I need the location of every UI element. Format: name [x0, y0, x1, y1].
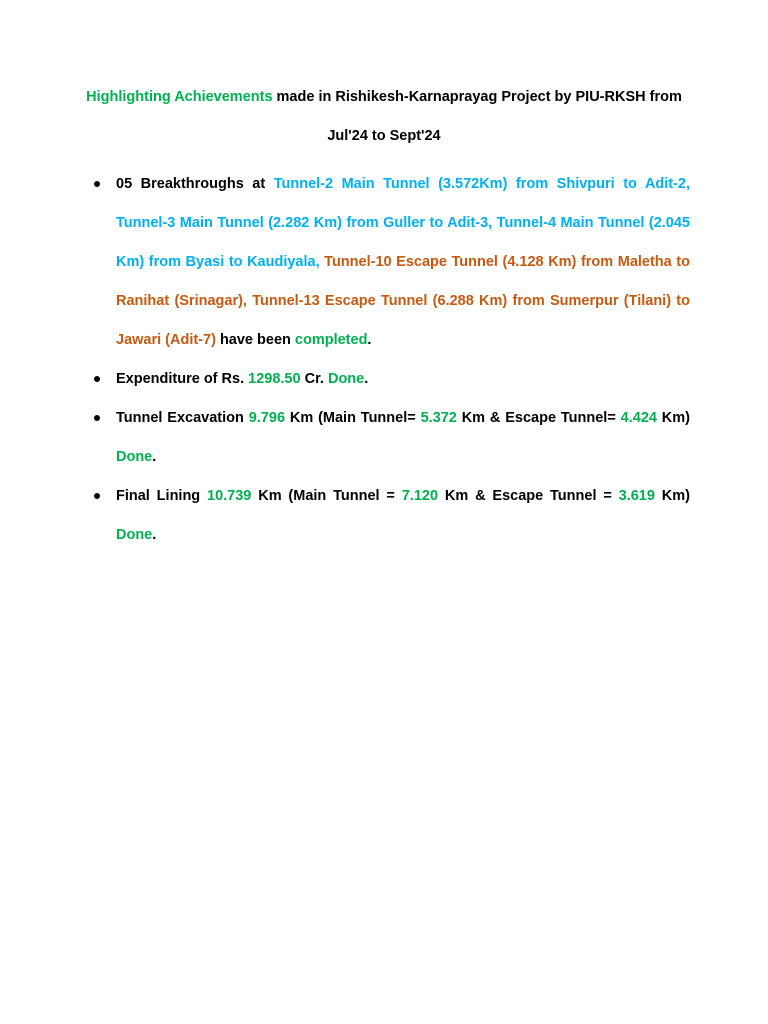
bullet-icon [94, 181, 100, 187]
excavation-lead: Tunnel Excavation [116, 410, 249, 426]
excavation-main: 5.372 [420, 410, 457, 426]
excavation-escape: 4.424 [620, 410, 657, 426]
lining-mid-1: Km (Main Tunnel = [251, 488, 402, 504]
lining-status: Done [116, 527, 153, 543]
excavation-mid-1: Km (Main Tunnel= [285, 410, 421, 426]
list-item-expenditure [116, 360, 690, 399]
excavation-mid-3: Km) [656, 410, 690, 426]
bullet-icon [94, 376, 100, 382]
lining-total: 10.739 [207, 488, 252, 504]
list-item-breakthroughs [116, 165, 690, 360]
bullet-icon [94, 493, 100, 499]
bullet-icon [94, 415, 100, 421]
lining-mid-3: Km) [654, 488, 690, 504]
excavation-status: Done [116, 449, 153, 465]
expenditure-lead: Expenditure of Rs. [116, 371, 249, 387]
excavation-end: . [152, 449, 157, 465]
lining-lead: Final Lining [116, 488, 208, 504]
expenditure-end: . [364, 371, 369, 387]
breakthroughs-tail: have been [215, 332, 295, 348]
breakthroughs-main-tunnels: Tunnel-2 Main Tunnel (3.572Km) from Shivpuri to Adit-2, Tunnel-3 Main Tunnel (2.282 Km) from Guller to Adit-3, Tunnel-4 Main Tunnel (2.045 Km) from Byasi to Kaudiyala, [116, 176, 690, 270]
list-item-lining [116, 477, 690, 555]
excavation-mid-2: Km & Escape Tunnel= [456, 410, 621, 426]
heading-highlight: Highlighting Achievements [86, 89, 273, 105]
heading-line-2: Jul'24 to Sept'24 [327, 128, 441, 144]
lining-escape: 3.619 [618, 488, 655, 504]
heading-text: made in Rishikesh-Karnaprayag Project by PIU-RKSH from [272, 89, 682, 105]
breakthroughs-status: completed [294, 332, 368, 348]
lining-main: 7.120 [401, 488, 439, 504]
lining-end: . [152, 527, 157, 543]
breakthroughs-lead: 05 Breakthroughs at [116, 176, 274, 192]
achievements-list [116, 165, 690, 555]
expenditure-status: Done [327, 371, 365, 387]
breakthroughs-escape-tunnels: Tunnel-10 Escape Tunnel (4.128 Km) from Maletha to Ranihat (Srinagar), Tunnel-13 Escape Tunnel (6.288 Km) from Sumerpur (Tilani) to Jawari (Adit-7) [116, 254, 690, 348]
expenditure-amount: 1298.50 [248, 371, 301, 387]
breakthroughs-end: . [367, 332, 372, 348]
excavation-total: 9.796 [248, 410, 286, 426]
heading-line-1 [0, 87, 768, 107]
expenditure-mid: Cr. [300, 371, 328, 387]
list-item-excavation [116, 399, 690, 477]
lining-mid-2: Km & Escape Tunnel = [438, 488, 619, 504]
